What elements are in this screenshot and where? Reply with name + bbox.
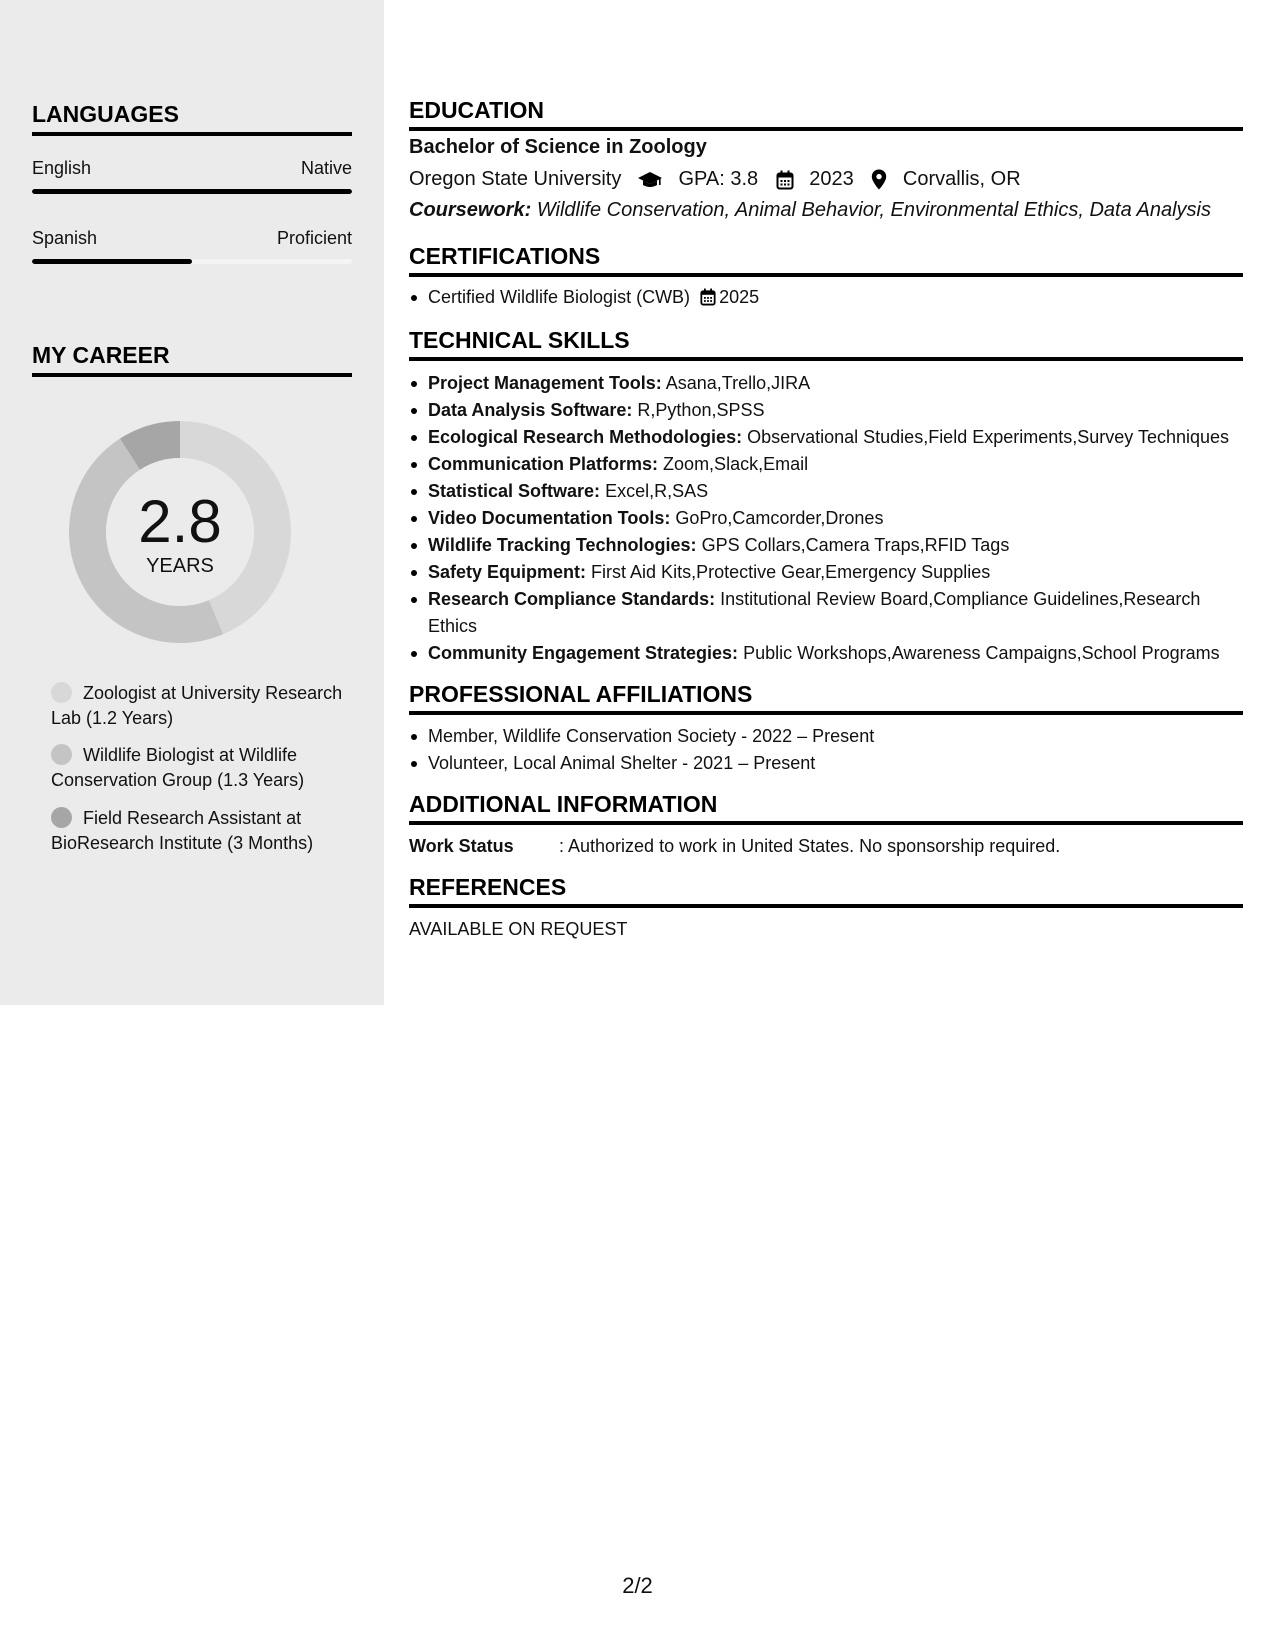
work-status-label: Work Status (409, 836, 514, 856)
skill-value: R,Python,SPSS (637, 400, 765, 420)
career-legend-text: Wildlife Biologist at Wildlife Conservation Group (1.3 Years) (51, 745, 305, 790)
certifications-list (409, 284, 1243, 311)
languages-heading: LANGUAGES (32, 100, 352, 136)
skill-value: Excel,R,SAS (605, 481, 709, 501)
career-total-number: 2.8 (138, 488, 222, 555)
skill-item (409, 424, 1243, 451)
skill-item (409, 640, 1243, 667)
work-status-row (409, 836, 1060, 857)
school-name: Oregon State University (409, 168, 622, 191)
language-row-spanish (32, 228, 352, 254)
skill-label: Video Documentation Tools: (428, 508, 671, 528)
career-legend-text: Zoologist at University Research Lab (1.2 Years) (51, 683, 343, 728)
skill-label: Safety Equipment: (428, 562, 587, 582)
skill-value: Observational Studies,Field Experiments,Survey Techniques (747, 427, 1230, 447)
skill-label: Wildlife Tracking Technologies: (428, 535, 697, 555)
language-proficiency-fill (32, 259, 192, 264)
career-legend-item (51, 806, 351, 856)
skill-label: Data Analysis Software: (428, 400, 633, 420)
skill-value: Asana,Trello,JIRA (665, 373, 811, 393)
skill-label: Research Compliance Standards: (428, 589, 716, 609)
language-level: Native (300, 158, 352, 178)
skills-list (409, 370, 1243, 667)
skill-item (409, 532, 1243, 559)
coursework-label: Coursework: (409, 199, 532, 221)
coursework-list: Wildlife Conservation, Animal Behavior, Environmental Ethics, Data Analysis (536, 199, 1212, 221)
career-legend-text: Field Research Assistant at BioResearch Institute (3 Months) (51, 808, 314, 853)
career-legend-item (51, 743, 351, 793)
sidebar (0, 0, 384, 1005)
language-proficiency-fill (32, 189, 352, 194)
skill-item (409, 586, 1243, 640)
certification-name: Certified Wildlife Biologist (CWB) (428, 287, 691, 307)
school-location: Corvallis, OR (902, 168, 1021, 191)
graduation-year: 2023 (809, 168, 854, 191)
skill-value: Public Workshops,Awareness Campaigns,School Programs (743, 643, 1220, 663)
skill-label: Project Management Tools: (428, 373, 662, 393)
affiliations-heading: PROFESSIONAL AFFILIATIONS (409, 680, 1243, 715)
skills-heading: TECHNICAL SKILLS (409, 326, 1243, 361)
certifications-heading: CERTIFICATIONS (409, 242, 1243, 277)
skill-item (409, 478, 1243, 505)
page-number: 2/2 (622, 1573, 653, 1598)
language-proficiency-bar (32, 189, 352, 194)
skill-value: GPS Collars,Camera Traps,RFID Tags (701, 535, 1010, 555)
calendar-icon (700, 288, 716, 306)
calendar-icon (776, 170, 794, 190)
skill-label: Communication Platforms: (428, 454, 659, 474)
affiliation-item: Volunteer, Local Animal Shelter - 2021 – Present (409, 750, 1243, 777)
language-name: Spanish (32, 228, 98, 248)
skill-label: Community Engagement Strategies: (428, 643, 739, 663)
references-text: AVAILABLE ON REQUEST (409, 919, 628, 939)
skill-label: Statistical Software: (428, 481, 601, 501)
career-heading: MY CAREER (32, 341, 352, 377)
skill-item (409, 559, 1243, 586)
language-proficiency-bar (32, 259, 352, 264)
career-legend-item (51, 681, 351, 731)
coursework (409, 199, 1211, 222)
career-total-unit: YEARS (146, 555, 214, 577)
additional-info-heading: ADDITIONAL INFORMATION (409, 790, 1243, 825)
degree-title: Bachelor of Science in Zoology (409, 136, 707, 158)
certification-item (409, 284, 1243, 311)
education-details (409, 168, 1021, 191)
skill-value: First Aid Kits,Protective Gear,Emergency Supplies (591, 562, 991, 582)
career-total (66, 490, 294, 578)
certification-year: 2025 (719, 287, 760, 307)
affiliations-list (409, 723, 1243, 777)
legend-dot-icon (51, 807, 72, 828)
work-status-value: : Authorized to work in United States. No sponsorship required. (559, 836, 1061, 856)
skill-value: Zoom,Slack,Email (663, 454, 809, 474)
skill-value: Institutional Review Board,Compliance Guidelines,Research Ethics (428, 589, 1201, 636)
gpa: GPA: 3.8 (678, 168, 759, 191)
skill-item (409, 370, 1243, 397)
skill-item (409, 451, 1243, 478)
skill-item (409, 397, 1243, 424)
skill-item (409, 505, 1243, 532)
affiliation-item: Member, Wildlife Conservation Society - 2022 – Present (409, 723, 1243, 750)
language-name: English (32, 158, 92, 178)
language-row-english (32, 158, 352, 184)
references-heading: REFERENCES (409, 873, 1243, 908)
legend-dot-icon (51, 744, 72, 765)
education-heading: EDUCATION (409, 96, 1243, 131)
legend-dot-icon (51, 682, 72, 703)
location-pin-icon (871, 169, 887, 190)
graduation-cap-icon (637, 170, 663, 190)
skill-value: GoPro,Camcorder,Drones (675, 508, 884, 528)
skill-label: Ecological Research Methodologies: (428, 427, 743, 447)
language-level: Proficient (276, 228, 352, 248)
